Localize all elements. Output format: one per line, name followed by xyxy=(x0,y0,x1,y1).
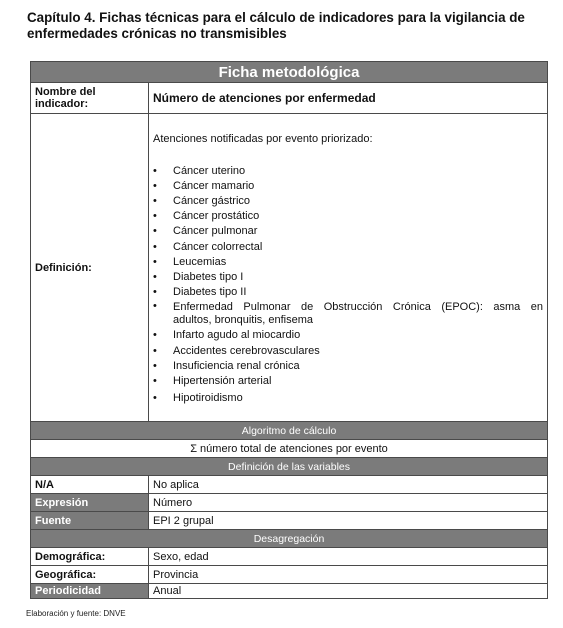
list-item: • Cáncer pulmonar xyxy=(171,224,543,239)
periodicidad-value: Anual xyxy=(149,584,548,599)
list-item: • Cáncer gástrico xyxy=(171,194,543,209)
geografica-value: Provincia xyxy=(149,566,548,584)
list-item: • Cáncer uterino xyxy=(171,164,543,179)
na-value: No aplica xyxy=(149,476,548,494)
epoc-line-1: • Enfermedad Pulmonar de Obstrucción Crónica (EPOC): asma en xyxy=(173,301,544,314)
variables-header: Definición de las variables xyxy=(31,458,548,476)
list-item: • Hipertensión arterial xyxy=(171,374,543,389)
list-item: • Infarto agudo al miocardio xyxy=(171,328,543,343)
definicion-label: Definición: xyxy=(31,114,149,422)
chapter-title: Capítulo 4. Fichas técnicas para el cálculo de indicadores para la vigilancia de enfermedades crónicas no transmisibles xyxy=(27,10,525,41)
list-item: • Accidentes cerebrovasculares xyxy=(171,344,543,359)
nombre-label: Nombre del indicador: xyxy=(31,83,149,114)
algoritmo-header: Algoritmo de cálculo xyxy=(31,422,548,440)
eventos-list xyxy=(153,164,543,407)
demografica-label: Demográfica: xyxy=(31,548,149,566)
list-item: • Cáncer mamario xyxy=(171,179,543,194)
na-label: N/A xyxy=(31,476,149,494)
list-item: • Cáncer prostático xyxy=(171,209,543,224)
geografica-label: Geográfica: xyxy=(31,566,149,584)
epoc-line-2: adultos, bronquitis, enfisema xyxy=(173,314,314,327)
desagregacion-header: Desagregación xyxy=(31,530,548,548)
ficha-metodologica-table xyxy=(30,61,548,599)
footnote: Elaboración y fuente: DNVE xyxy=(26,609,126,618)
list-item: • Diabetes tipo I xyxy=(171,270,543,285)
periodicidad-label: Periodicidad xyxy=(31,584,149,599)
nombre-value: Número de atenciones por enfermedad xyxy=(149,83,548,114)
list-item: • Hipotiroidismo xyxy=(171,391,543,406)
fuente-label: Fuente xyxy=(31,512,149,530)
definicion-cell xyxy=(149,114,548,422)
definicion-intro: Atenciones notificadas por evento priorizado: xyxy=(153,132,373,145)
fuente-value: EPI 2 grupal xyxy=(149,512,548,530)
list-item: • Cáncer colorrectal xyxy=(171,240,543,255)
demografica-value: Sexo, edad xyxy=(149,548,548,566)
list-item: • Insuficiencia renal crónica xyxy=(171,359,543,374)
expresion-value: Número xyxy=(149,494,548,512)
ficha-header: Ficha metodológica xyxy=(31,62,548,83)
list-item: • Diabetes tipo II xyxy=(171,285,543,300)
expresion-label: Expresión xyxy=(31,494,149,512)
algoritmo-formula: Σ número total de atenciones por evento xyxy=(31,440,548,458)
list-item-epoc xyxy=(171,300,543,328)
list-item: • Leucemias xyxy=(171,255,543,270)
